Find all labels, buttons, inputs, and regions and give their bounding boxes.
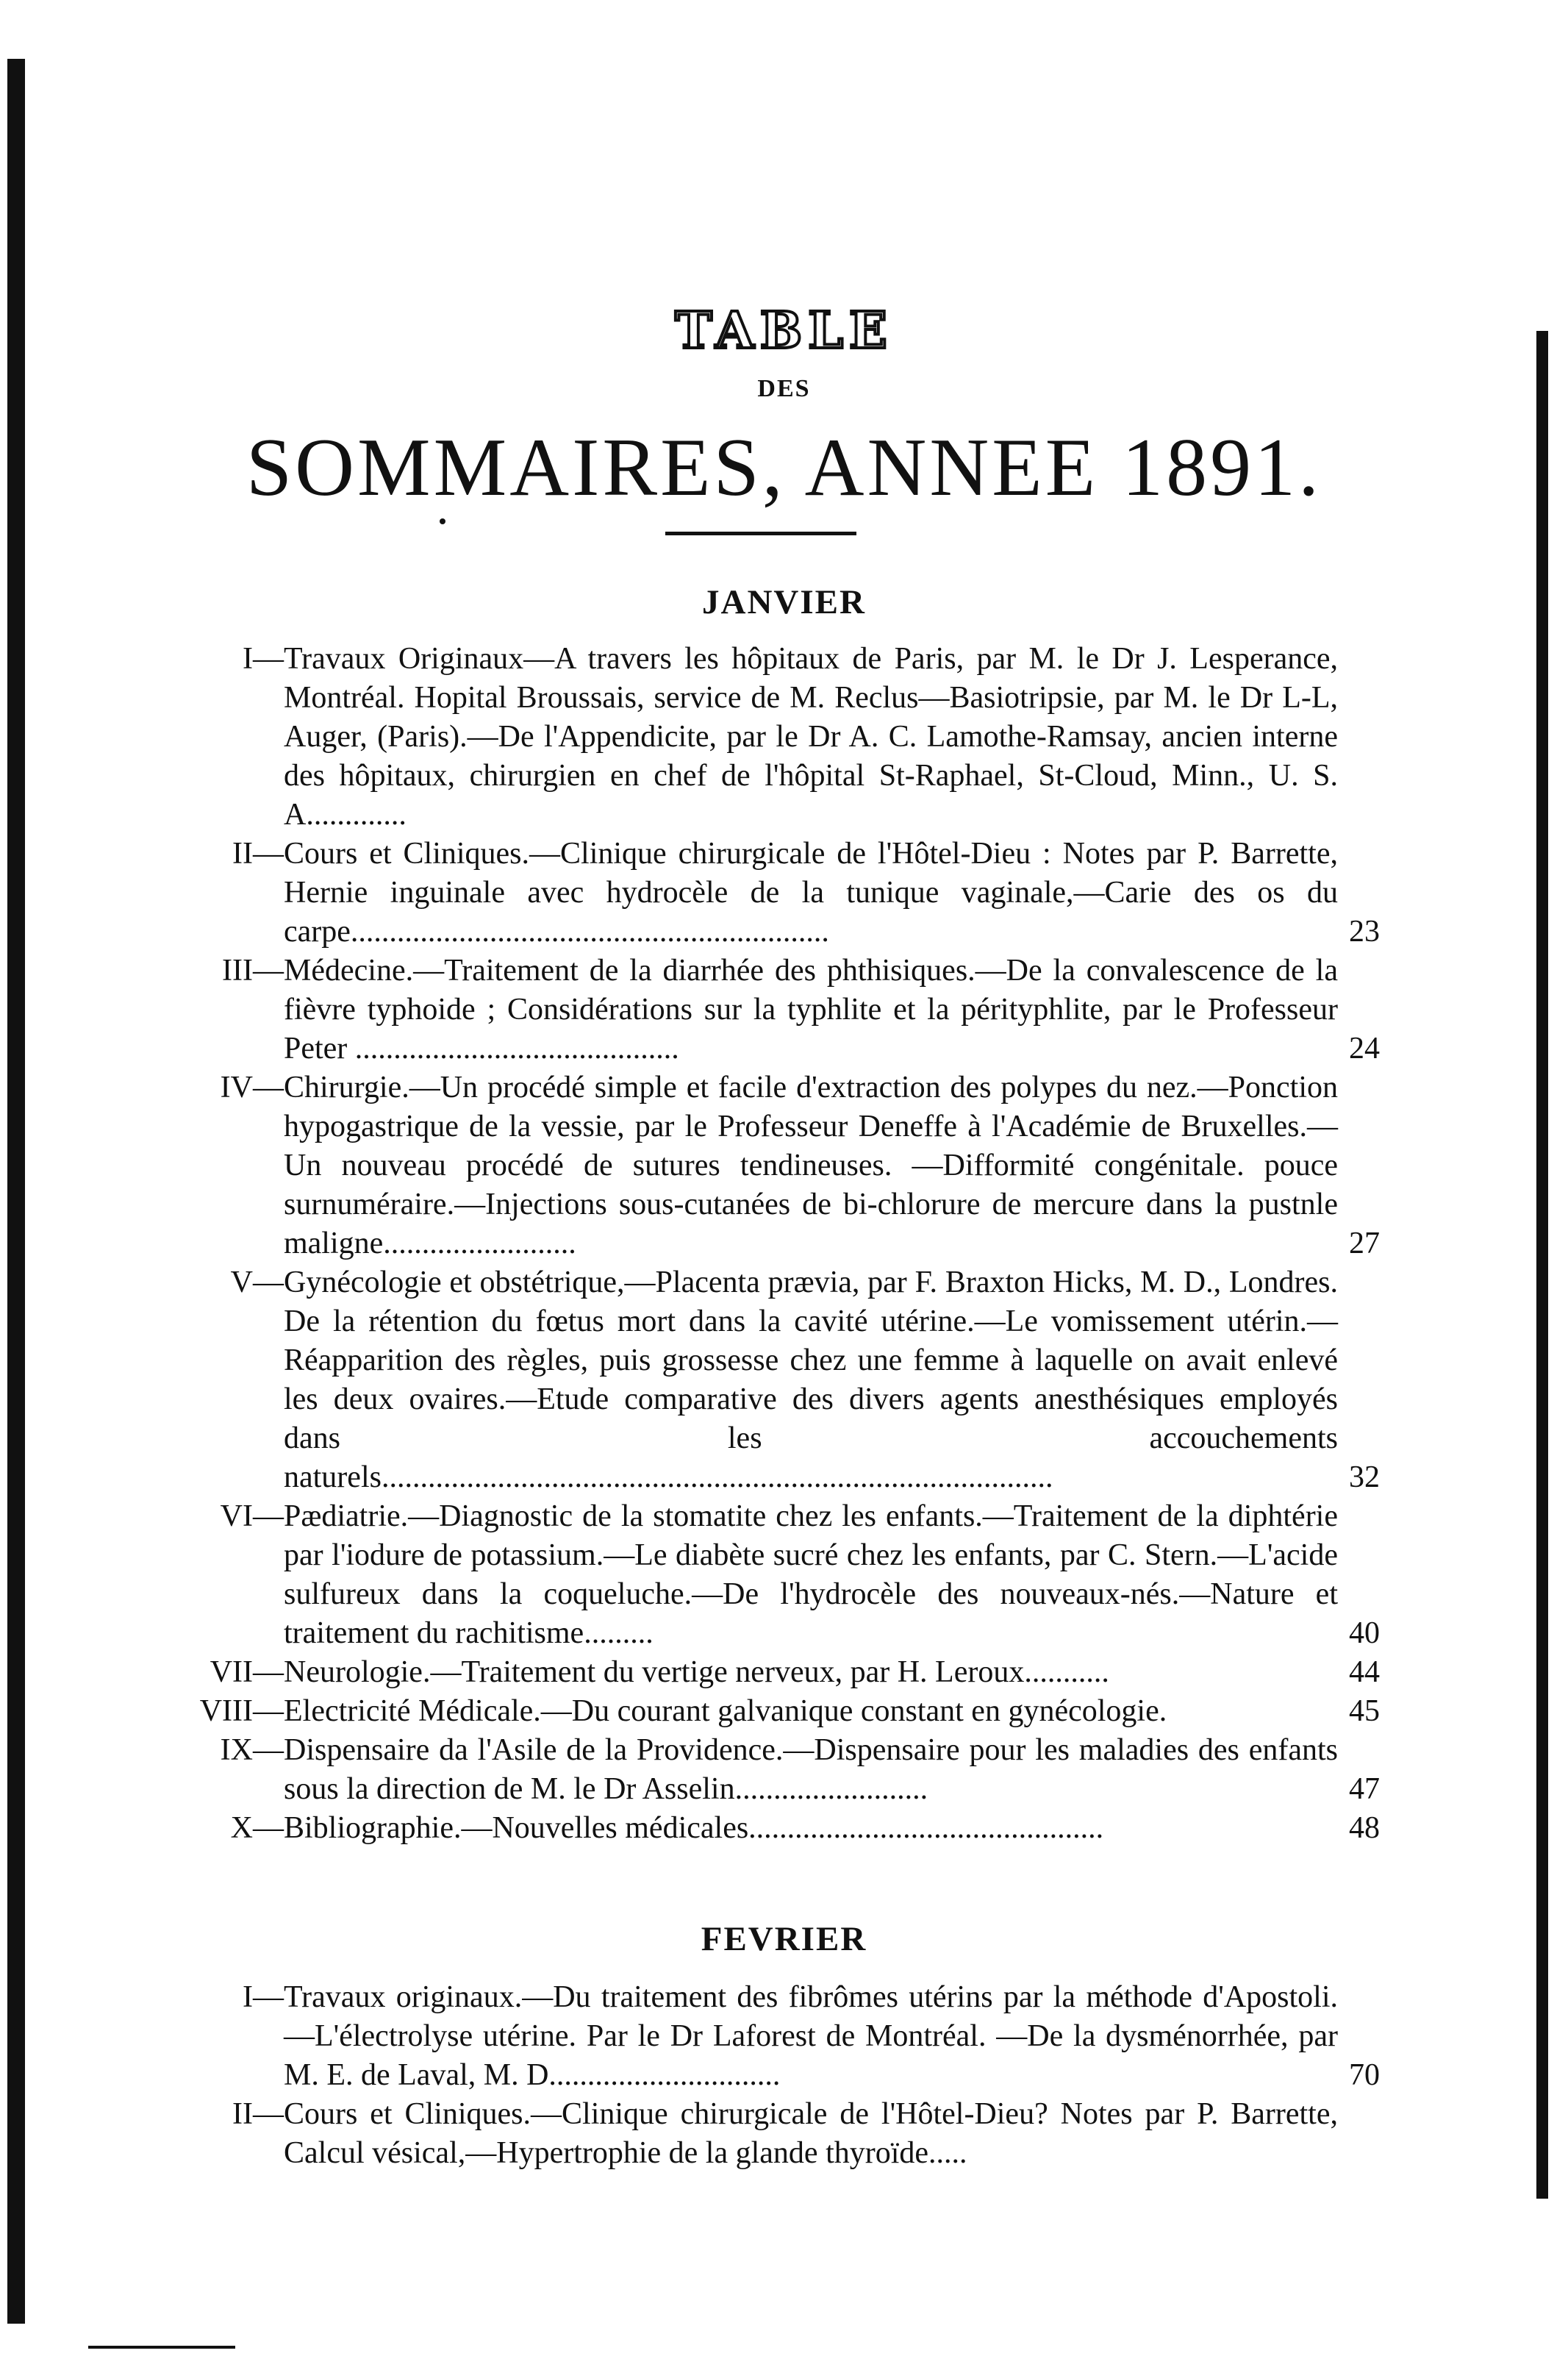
entry-number: I— bbox=[243, 642, 284, 676]
entry-number: IX— bbox=[220, 1733, 284, 1767]
entry-number: VII— bbox=[210, 1655, 284, 1689]
entry-number: IV— bbox=[220, 1071, 284, 1104]
page-title: SOMMAIRES, ANNEE 1891. bbox=[246, 422, 1322, 513]
month-heading-fevrier: FEVRIER bbox=[701, 1920, 867, 1958]
entry-text: Chirurgie.—Un procédé simple et facile d'extraction des polypes du nez.—Ponction hypogastrique de la vessie, par le Professeur Deneffe à l'Académie de Bruxelles.—Un nouveau procédé de sutures tendineuses. —Difformité congénitale. pouce surnuméraire.—Injections sous-cutanées de bi-chlorure de mercure dans la pustnle maligne......................... bbox=[284, 1071, 1338, 1260]
des-heading: DES bbox=[757, 375, 811, 402]
toc-entry bbox=[147, 1263, 1380, 1497]
table-heading: TABLE bbox=[675, 301, 893, 360]
entry-text: Bibliographie.—Nouvelles médicales.............................................. bbox=[284, 1811, 1104, 1845]
toc-entry bbox=[147, 1068, 1380, 1263]
entry-number: III— bbox=[222, 954, 284, 988]
entry-text: Cours et Cliniques.—Clinique chirurgicale de l'Hôtel-Dieu? Notes par P. Barrette, Calcul vésical,—Hypertrophie de la glande thyroïde..... bbox=[284, 2097, 1338, 2170]
toc-entry bbox=[147, 640, 1338, 835]
entry-number: VI— bbox=[220, 1499, 284, 1533]
entries-fevrier bbox=[147, 1978, 1380, 2173]
toc-entry bbox=[147, 835, 1380, 952]
ink-dot bbox=[440, 518, 445, 524]
bottom-margin-mark bbox=[88, 2346, 235, 2349]
entry-page: 27 bbox=[1349, 1227, 1380, 1260]
toc-entry bbox=[147, 1809, 1380, 1848]
toc-entry bbox=[147, 952, 1380, 1068]
entry-text: Travaux Originaux—A travers les hôpitaux de Paris, par M. le Dr J. Lesperance, Montréal. Hopital Broussais, service de M. Reclus—Basiotripsie, par M. le Dr L-L, Auger, (Paris).—De l'Appendicite, par le Dr A. C. Lamothe-Ramsay, ancien interne des hôpitaux, chirurgien en chef de l'hôpital St-Raphael, St-Cloud, Minn., U. S. A............. bbox=[284, 642, 1338, 832]
entry-number: VIII— bbox=[199, 1694, 284, 1728]
entry-text: Neurologie.—Traitement du vertige nerveux, par H. Leroux........... bbox=[284, 1655, 1109, 1689]
entry-page: 24 bbox=[1349, 1032, 1380, 1066]
entry-page: 32 bbox=[1349, 1460, 1380, 1494]
entry-text: Cours et Cliniques.—Clinique chirurgicale de l'Hôtel-Dieu : Notes par P. Barrette, Hernie inguinale avec hydrocèle de la tunique vaginale,—Carie des os du carpe.............................................................. bbox=[284, 837, 1338, 949]
month-heading-janvier: JANVIER bbox=[702, 583, 866, 621]
entry-number: I— bbox=[243, 1980, 284, 2014]
entry-page: 45 bbox=[1349, 1694, 1380, 1728]
entry-text: Dispensaire da l'Asile de la Providence.—Dispensaire pour les maladies des enfants sous la direction de M. le Dr Asselin......................... bbox=[284, 1733, 1338, 1806]
toc-entry bbox=[147, 1692, 1380, 1731]
entries-janvier bbox=[147, 640, 1380, 1848]
entry-page: 70 bbox=[1349, 2058, 1380, 2092]
entry-number: II— bbox=[232, 837, 284, 871]
entry-text: Pædiatrie.—Diagnostic de la stomatite chez les enfants.—Traitement de la diphtérie par l'iodure de potassium.—Le diabète sucré chez les enfants, par C. Stern.—L'acide sulfureux dans la coqueluche.—De l'hydrocèle des nouveaux-nés.—Nature et traitement du rachitisme......... bbox=[284, 1499, 1338, 1650]
entry-page: 48 bbox=[1349, 1811, 1380, 1845]
entry-text: Gynécologie et obstétrique,—Placenta prævia, par F. Braxton Hicks, M. D., Londres. De la rétention du fœtus mort dans la cavité utérine.—Le vomissement utérin.—Réapparition des règles, puis grossesse chez une femme à laquelle on avait enlevé les deux ovaires.—Etude comparative des divers agents anesthésiques employés dans les accouchements naturels....................................................................................... bbox=[284, 1266, 1338, 1494]
entry-number: II— bbox=[232, 2097, 284, 2131]
toc-entry bbox=[147, 1497, 1380, 1653]
entry-page: 23 bbox=[1349, 915, 1380, 949]
entry-page: 47 bbox=[1349, 1772, 1380, 1806]
toc-entry bbox=[147, 1653, 1380, 1692]
entry-text: Médecine.—Traitement de la diarrhée des phthisiques.—De la convalescence de la fièvre typhoide ; Considérations sur la typhlite et la pérityphlite, par le Professeur Peter .......................................... bbox=[284, 954, 1338, 1066]
entry-text: Electricité Médicale.—Du courant galvanique constant en gynécologie. bbox=[284, 1694, 1167, 1728]
entry-page: 40 bbox=[1349, 1616, 1380, 1650]
entry-number: X— bbox=[230, 1811, 284, 1845]
toc-entry bbox=[147, 1978, 1380, 2095]
entry-number: V— bbox=[230, 1266, 284, 1299]
entry-page: 44 bbox=[1349, 1655, 1380, 1689]
toc-entry bbox=[147, 2095, 1338, 2173]
entry-text: Travaux originaux.—Du traitement des fibrômes utérins par la méthode d'Apostoli.—L'électrolyse utérine. Par le Dr Laforest de Montréal. —De la dysménorrhée, par M. E. de Laval, M. D.............................. bbox=[284, 1980, 1338, 2092]
title-rule bbox=[665, 532, 856, 535]
toc-entry bbox=[147, 1731, 1380, 1809]
